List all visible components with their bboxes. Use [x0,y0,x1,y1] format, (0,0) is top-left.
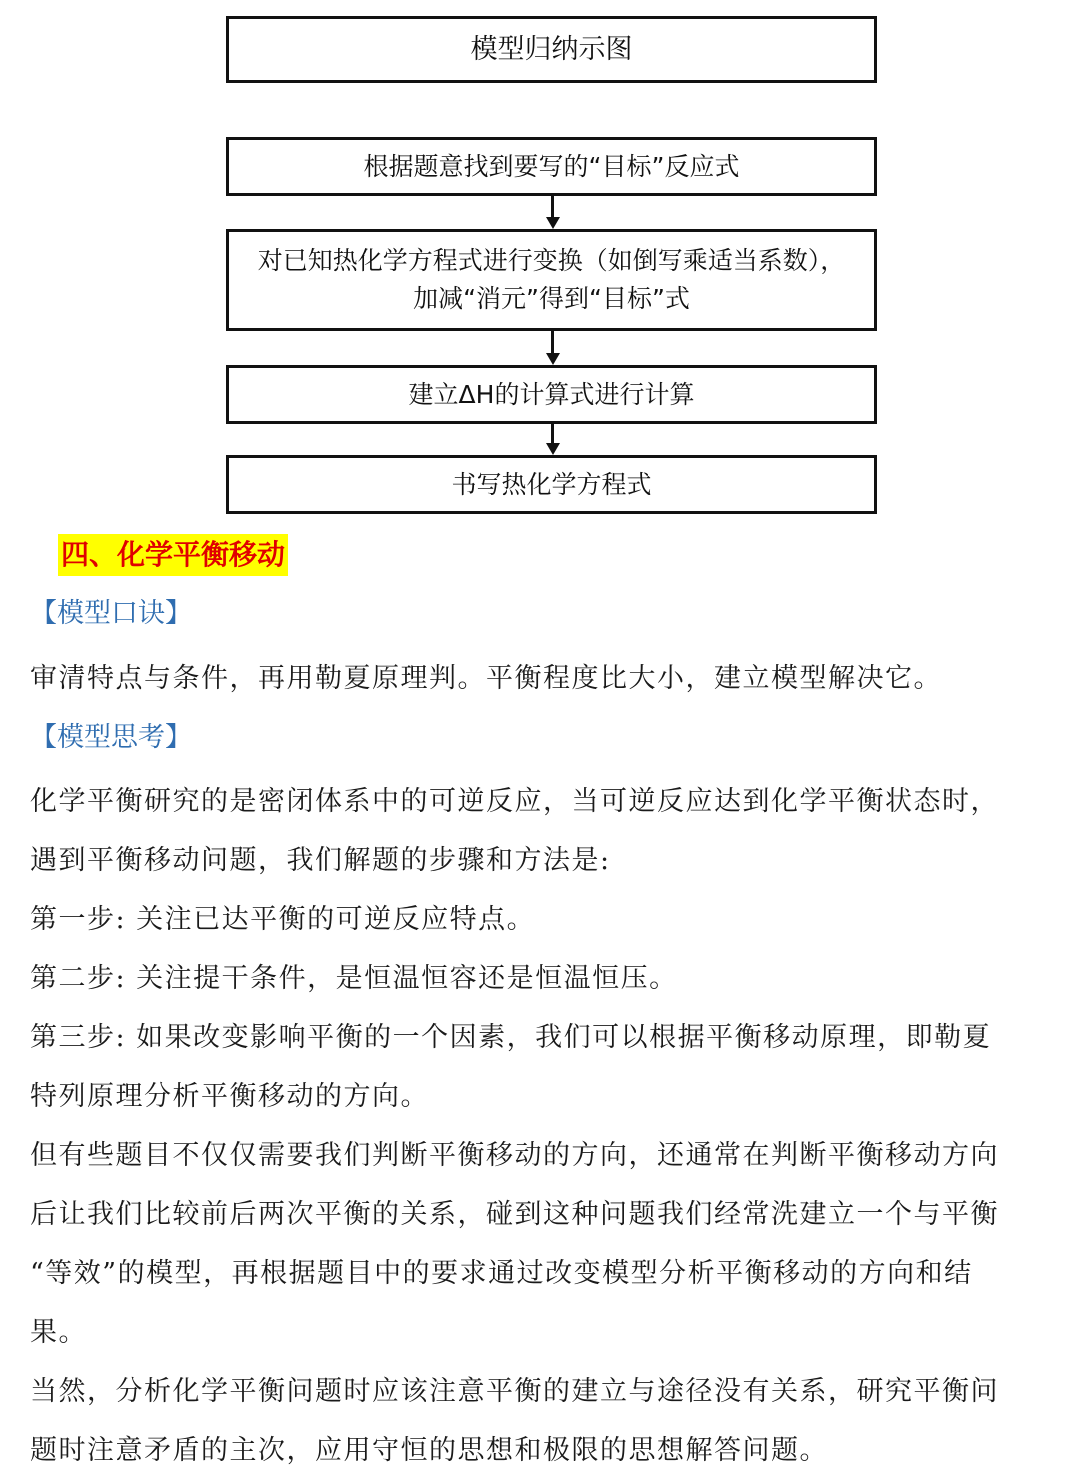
flow-arrow-1 [546,196,560,230]
diagram-step-2-box [226,229,877,331]
thinking-line-6: 特列原理分析平衡移动的方向。 [30,1081,429,1112]
thinking-line-5: 第三步: 如果改变影响平衡的一个因素，我们可以根据平衡移动原理，即勒夏 [30,1022,992,1053]
thinking-line-3: 第一步: 关注已达平衡的可逆反应特点。 [30,904,536,935]
flow-arrow-3 [546,424,560,456]
section-heading: 四、化学平衡移动 [58,534,288,576]
mnemonic-heading: 【模型口诀】 [30,598,192,629]
diagram-step-4-text: 书写热化学方程式 [451,469,652,499]
diagram-step-4-box [226,455,877,514]
thinking-line-12: 题时注意矛盾的主次，应用守恒的思想和极限的思想解答问题。 [30,1435,828,1466]
thinking-line-7: 但有些题目不仅仅需要我们判断平衡移动的方向，还通常在判断平衡移动方向 [30,1140,999,1171]
diagram-title: 模型归纳示图 [470,33,633,65]
diagram-step-1-box [226,137,877,196]
thinking-heading: 【模型思考】 [30,722,192,753]
mnemonic-line: 审清特点与条件，再用勒夏原理判。平衡程度比大小，建立模型解决它。 [30,663,942,694]
flow-arrow-2 [546,331,560,366]
thinking-line-2: 遇到平衡移动问题，我们解题的步骤和方法是: [30,845,611,876]
diagram-step-2-line-2: 加减“消元”得到“目标”式 [413,284,690,313]
thinking-body [30,772,1055,1480]
thinking-line-11: 当然，分析化学平衡问题时应该注意平衡的建立与途径没有关系，研究平衡问 [30,1376,999,1407]
thinking-line-4: 第二步: 关注提干条件，是恒温恒容还是恒温恒压。 [30,963,678,994]
thinking-line-1: 化学平衡研究的是密闭体系中的可逆反应，当可逆反应达到化学平衡状态时， [30,786,999,817]
diagram-step-2-line-1: 对已知热化学方程式进行变换（如倒写乘适当系数）， [257,246,846,275]
thinking-line-9: “等效”的模型，再根据题目中的要求通过改变模型分析平衡移动的方向和结 [30,1258,973,1289]
thinking-line-8: 后让我们比较前后两次平衡的关系，碰到这种问题我们经常洗建立一个与平衡 [30,1199,999,1230]
diagram-step-3-text: 建立ΔH的计算式进行计算 [408,379,695,409]
thinking-line-10: 果。 [30,1317,87,1348]
diagram-step-1-text: 根据题意找到要写的“目标”反应式 [363,151,740,181]
diagram-step-3-box [226,365,877,424]
mnemonic-text [30,649,1055,708]
diagram-title-box [226,16,877,83]
